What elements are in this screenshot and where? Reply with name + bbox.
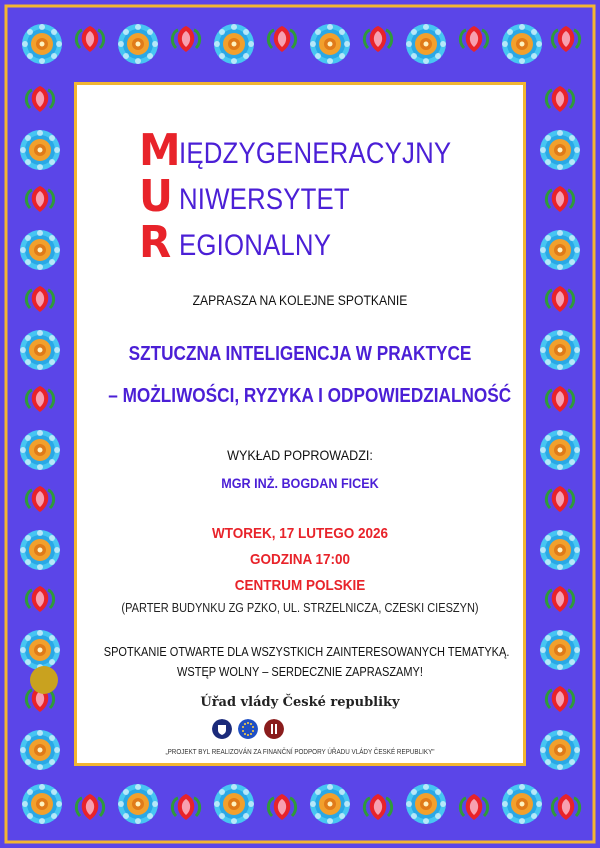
lecturer-name: MGR INŻ. BOGDAN FICEK: [221, 475, 379, 491]
lecture-label: WYKŁAD POPROWADZI:: [227, 447, 373, 463]
funding-note: „PROJEKT BYL REALIZOVÁN ZA FINANČNÍ PODPORY ÚŘADU VLÁDY ČESKÉ REPUBLIKY": [165, 749, 435, 756]
title-line-1: [139, 125, 496, 176]
content-panel: [74, 82, 526, 766]
sponsor-logos: [212, 719, 284, 739]
title-rest-1: IĘDZYGENERACYJNY: [179, 137, 452, 170]
event-hour: GODZINA 17:00: [249, 551, 351, 568]
open-text-1: SPOTKANIE OTWARTE DLA WSZYSTKICH ZAINTERESOWANYCH TEMATYKĄ.: [103, 645, 510, 659]
topic-line-2: – MOŻLIWOŚCI, RYZYKA I ODPOWIEDZIALNOŚĆ: [108, 385, 512, 407]
title-line-3: [139, 217, 496, 268]
title-block: [139, 125, 496, 268]
czech-emblem-icon: [212, 719, 232, 739]
invite-text: ZAPRASZA NA KOLEJNE SPOTKANIE: [192, 293, 408, 308]
title-rest-3: EGIONALNY: [179, 229, 332, 262]
title-initial-m: M: [139, 125, 181, 176]
open-text-2: WSTĘP WOLNY – SERDECZNIE ZAPRASZAMY!: [177, 665, 423, 679]
title-initial-u: U: [139, 171, 173, 222]
title-line-2: [139, 171, 496, 222]
sponsor-office: Úřad vlády České republiky: [200, 695, 400, 710]
event-venue: CENTRUM POLSKIE: [234, 577, 366, 594]
title-initial-r: R: [139, 217, 172, 268]
title-rest-2: NIWERSYTET: [179, 183, 350, 216]
event-date: WTOREK, 17 LUTEGO 2026: [211, 525, 389, 542]
event-address: (PARTER BUDYNKU ZG PZKO, UL. STRZELNICZA, CZESKI CIESZYN): [121, 601, 479, 615]
eu-stars-icon: [238, 719, 258, 739]
topic-line-1: SZTUCZNA INTELIGENCJA W PRAKTYCE: [128, 343, 472, 365]
roman-two-icon: [264, 719, 284, 739]
